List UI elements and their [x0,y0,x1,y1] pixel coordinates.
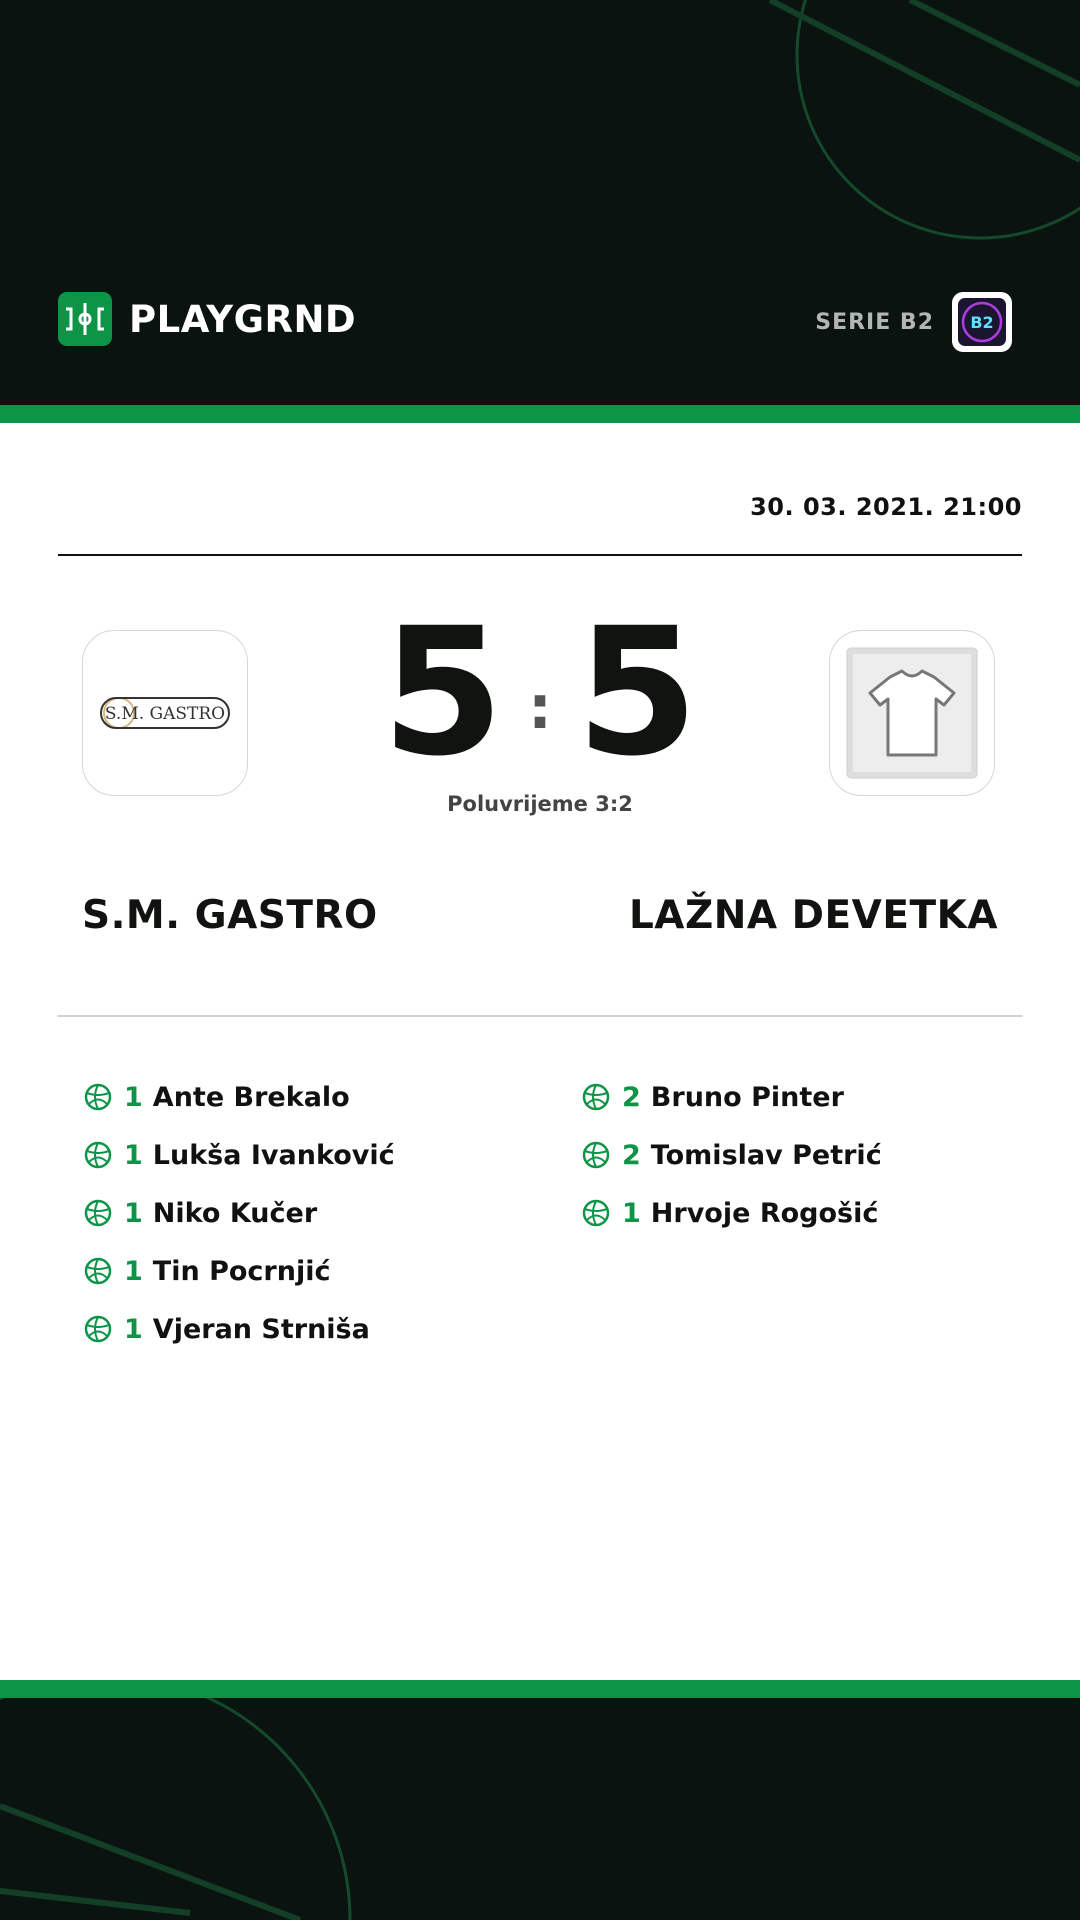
player-name: Ante Brekalo [152,1081,350,1113]
brand-name: PLAYGRND [129,297,357,341]
ball-icon [84,1257,112,1285]
home-scorers [84,1068,395,1358]
header-accent-bar [0,405,1080,423]
goal-count: 1 [124,1255,143,1287]
goal-count: 1 [622,1197,641,1229]
player-name: Tin Pocrnjić [152,1255,331,1287]
ball-icon [84,1315,112,1343]
player-name: Hrvoje Rogošić [650,1197,879,1229]
league [815,292,1012,352]
halftime-score: Poluvrijeme 3:2 [447,792,633,816]
scorer-row [84,1068,395,1126]
goal-count: 2 [622,1081,641,1113]
scorer-row [582,1126,882,1184]
scorer-row [582,1068,882,1126]
away-team-name: LAŽNA DEVETKA [628,893,998,938]
ball-icon [582,1141,610,1169]
away-scorers [582,1068,882,1242]
home-team-name: S.M. GASTRO [82,893,378,938]
player-name: Niko Kučer [152,1197,318,1229]
goal-count: 2 [622,1139,641,1171]
score-separator: : [528,673,552,743]
scorer-row [84,1242,395,1300]
player-name: Bruno Pinter [650,1081,844,1113]
league-badge-text: B2 [970,313,994,332]
league-badge [952,292,1012,352]
player-name: Lukša Ivanković [152,1139,395,1171]
ball-icon [84,1141,112,1169]
goal-count: 1 [124,1197,143,1229]
scorer-row [582,1184,882,1242]
divider [58,1015,1022,1017]
goal-count: 1 [124,1081,143,1113]
pitch-icon [58,292,112,346]
league-name: SERIE B2 [815,309,934,335]
ball-icon [84,1199,112,1227]
ball-icon [582,1199,610,1227]
player-name: Vjeran Strniša [152,1313,370,1345]
scorer-row [84,1300,395,1358]
away-score: 5 [576,590,699,795]
goal-count: 1 [124,1313,143,1345]
brand [58,292,356,346]
ball-icon [84,1083,112,1111]
match-datetime: 30. 03. 2021. 21:00 [750,493,1022,521]
goal-count: 1 [124,1139,143,1171]
scorer-row [84,1184,395,1242]
footer [0,1698,1080,1920]
footer-accent-bar [0,1680,1080,1698]
header [0,0,1080,405]
ball-icon [582,1083,610,1111]
player-name: Tomislav Petrić [650,1139,882,1171]
scoreboard [0,590,1080,795]
home-logo-text: S.M. GASTRO [104,704,226,724]
scorer-row [84,1126,395,1184]
pitch-lines-decoration [0,1698,1080,1920]
home-score: 5 [381,590,504,795]
divider [58,554,1022,556]
